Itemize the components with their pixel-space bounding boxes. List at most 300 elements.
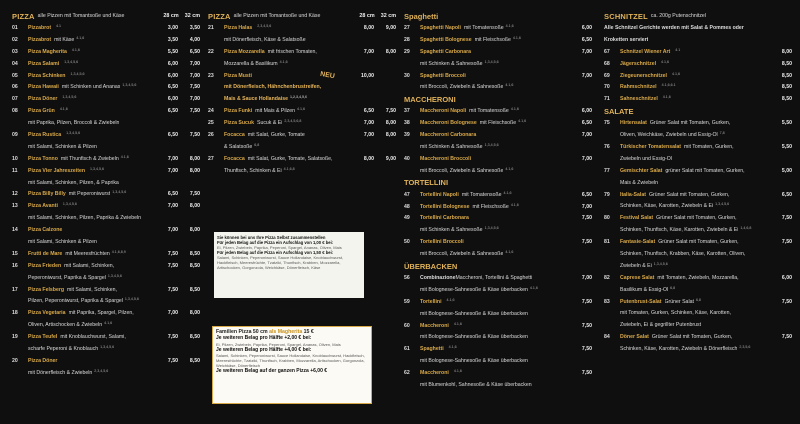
- menu-row: [12, 188, 200, 200]
- item-description: mit Broccoli, Zwiebeln & Sahnesoße: [420, 167, 504, 174]
- item-number: 39: [404, 132, 410, 139]
- family-pizza-list2: Salami, Schinken, Peperoniwurst, Sauce Hollandaise, Knoblauchwurst, Hackfleisch, Meeresfrüchte, Tzatziki, Thunfisch, Krabben, Mozzarella, Artischocken, Gorgonzola, Weichkäse, Dönerfleisch: [216, 353, 365, 368]
- price: 7,50: [581, 298, 592, 305]
- menu-row: [604, 343, 792, 355]
- item-name: Pizza Halas: [224, 24, 253, 31]
- item-description: Sucuk & Ei: [256, 120, 283, 127]
- menu-row: [404, 129, 592, 141]
- item-description: mit Schinken & Sahnesoße: [420, 143, 483, 150]
- price-32: 8,50: [189, 334, 200, 341]
- menu-row: [604, 70, 792, 82]
- item-description: mit Bolognese-Sahnesoße & Käse überbacken: [420, 358, 528, 365]
- menu-row: [12, 272, 200, 284]
- schnitzel-salate-column: [604, 10, 792, 355]
- menu-row: [208, 165, 396, 177]
- allergen-note: 2,3,5,6: [739, 345, 751, 350]
- price: 5,50: [781, 143, 792, 150]
- menu-row: [404, 248, 592, 260]
- item-number: 81: [604, 239, 610, 246]
- item-number: 70: [604, 84, 610, 91]
- menu-row: [12, 117, 200, 129]
- item-number: 69: [604, 72, 610, 79]
- item-number: 38: [404, 120, 410, 127]
- price-32: 7,00: [189, 72, 200, 79]
- allergen-note: 4.1,6: [503, 190, 512, 195]
- menu-row: [404, 153, 592, 165]
- allergen-note: 4.1,6: [76, 35, 85, 40]
- price: 7,50: [581, 370, 592, 377]
- price-32: 8,00: [189, 203, 200, 210]
- item-description: mit Knoblauchwurst, Salami,: [60, 334, 126, 341]
- menu-row: [604, 296, 792, 308]
- price-28: 7,50: [167, 286, 178, 293]
- item-name: Pizza Teufel: [28, 334, 58, 341]
- custom-pizza-list2: Salami, Schinken, Peperoniwurst, Sauce Hollandaise, Knoblauchwurst, Hackfleisch, Meeresfrüchte, Tzatziki, Thunfisch, Krabben, Mozzarella, Artischocken, Gorgonzola, Weichkäse, Dönerfleisch, Käse: [217, 255, 344, 270]
- menu-row: [404, 308, 592, 320]
- price-28: 6,50: [167, 108, 178, 115]
- item-number: 18: [12, 310, 18, 317]
- item-name: Tortellini: [420, 298, 442, 305]
- section-list: [404, 189, 592, 260]
- price-28: 6,00: [167, 72, 178, 79]
- item-number: 29: [404, 48, 410, 55]
- item-name: Pizzabrot: [28, 24, 52, 31]
- price: 6,00: [581, 24, 592, 31]
- price: 8,50: [781, 96, 792, 103]
- pizza-list-2: [208, 22, 396, 177]
- size-28-label-2: 28 cm: [359, 13, 375, 19]
- item-number: 68: [604, 60, 610, 67]
- item-number: 10: [12, 155, 18, 162]
- price-32: 8,50: [189, 286, 200, 293]
- item-description: mit Fleischsoße: [474, 36, 511, 43]
- item-description: Grüner Salat: [664, 298, 694, 305]
- allergen-note: 6,8: [670, 285, 676, 290]
- allergen-note: 1,3,4,5,6: [70, 71, 85, 76]
- allergen-note: 2,3,4,5,6: [94, 368, 109, 373]
- price-28: 7,00: [363, 120, 374, 127]
- item-name: Pizza Rustica: [28, 131, 62, 138]
- pasta-column: [404, 10, 592, 391]
- item-name: Pizzabrot: [28, 36, 52, 43]
- price-28: 8,00: [363, 155, 374, 162]
- item-name: Festival Salat: [620, 215, 654, 222]
- section-title: Spaghetti: [404, 11, 439, 21]
- menu-row: [208, 81, 396, 93]
- item-number: 22: [208, 48, 214, 55]
- item-name: Pizza Vegetaria: [28, 310, 66, 317]
- item-name: Rahmschnitzel: [620, 84, 657, 91]
- item-description: mit Fleischsoße: [472, 203, 509, 210]
- allergen-note: 1,3,4,5,6: [112, 190, 127, 195]
- item-name: Jägerschnitzel: [620, 60, 657, 67]
- schnitzel-title: SCHNITZEL: [604, 11, 648, 21]
- menu-row: [604, 189, 792, 201]
- menu-row: [208, 153, 396, 165]
- item-description: mit Fleischsoße: [479, 120, 517, 127]
- allergen-note: 4.1,6,8,9: [111, 249, 126, 254]
- custom-pizza-list1: Ei, Pilzen, Zwiebeln, Paprika, Peperoni, Spargel, Ananas, Oliven, Mais: [217, 245, 342, 250]
- item-description: Basilikum & Essig-Öl: [620, 286, 669, 293]
- menu-row: [12, 200, 200, 212]
- menu-row: [404, 320, 592, 332]
- menu-row: [12, 355, 200, 367]
- item-description: mit Käse: [54, 36, 75, 43]
- price-28: 7,00: [167, 227, 178, 234]
- item-name: Pizza Mozzarella: [224, 48, 265, 55]
- price: 7,50: [781, 239, 792, 246]
- price-28: 6,50: [167, 84, 178, 91]
- price: 5,50: [781, 120, 792, 127]
- item-number: 40: [404, 155, 410, 162]
- price-28: 7,50: [167, 262, 178, 269]
- item-description: & Salatsoße: [224, 143, 253, 150]
- price: 7,50: [581, 239, 592, 246]
- allergen-note: 1,3,4,5,6: [90, 166, 104, 171]
- menu-row: [404, 22, 592, 34]
- item-description: Grüner Salat mit Tomaten, Gurken,: [649, 120, 731, 127]
- allergen-note: 1,3,4,5,6: [107, 273, 122, 278]
- menu-row: [208, 93, 396, 105]
- menu-row: [12, 141, 200, 153]
- menu-row: [404, 165, 592, 177]
- allergen-note: 4.1,6: [510, 107, 519, 112]
- pizza-subtitle: alle Pizzen mit Tomantsoße und Käse: [37, 13, 125, 19]
- allergen-note: 4.1,6: [505, 166, 514, 171]
- item-description: Pilzen, Peperoniwurst, Paprika & Spargel: [28, 298, 123, 305]
- item-number: 83: [604, 298, 610, 305]
- menu-row: [404, 212, 592, 224]
- item-description: mit Bolognese-Sahnesoße & Käse überbacken: [420, 310, 528, 317]
- allergen-note: 4.1,6,6.1: [661, 83, 676, 88]
- price-32: 8,50: [189, 262, 200, 269]
- price: 7,00: [581, 203, 592, 210]
- price-32: 8,00: [189, 155, 200, 162]
- item-number: 20: [12, 357, 18, 364]
- price: 7,00: [581, 48, 592, 55]
- menu-row: [404, 296, 592, 308]
- menu-row: [604, 177, 792, 189]
- allergen-note: 4.1,6: [297, 107, 306, 112]
- item-number: 37: [404, 108, 410, 115]
- menu-row: [12, 319, 200, 331]
- item-number: 27: [208, 155, 214, 162]
- item-name: Putenbrust-Salat: [620, 298, 662, 305]
- item-description: mit Salami, Schinken, Pilzen, Paprika & Zwiebeln: [28, 215, 142, 222]
- item-description: Grüner Salat mit Tomaten, Gurken,: [651, 334, 733, 341]
- allergen-note: 4.1,6: [59, 107, 68, 112]
- item-name: Maccheroni: [420, 370, 449, 377]
- allergen-note: 1,3,4,5,6: [484, 59, 499, 64]
- item-description: mit Tomaten, Gurken,: [684, 143, 734, 150]
- price: 8,00: [781, 48, 792, 55]
- allergen-note: 1,3,4,5,6: [66, 131, 81, 136]
- menu-row: [12, 70, 200, 82]
- family-pizza-type: als Magherita: [269, 329, 303, 335]
- item-name: Spaghetti Napoli: [420, 24, 461, 31]
- menu-row: [404, 367, 592, 379]
- price: 7,50: [581, 215, 592, 222]
- item-number: 80: [604, 215, 610, 222]
- item-number: 26: [208, 131, 214, 138]
- allergen-note: 6,8: [254, 142, 260, 147]
- allergen-note: 4.1,6: [529, 285, 538, 290]
- item-name: Maccheroni Carbonara: [420, 132, 477, 139]
- price: 6,50: [581, 36, 592, 43]
- menu-row: [12, 343, 200, 355]
- item-description: Maccheroni, Tortellini & Spaghetti: [455, 274, 533, 281]
- item-name: Pizza Funki: [224, 108, 253, 115]
- menu-row: [404, 81, 592, 93]
- price-32: 8,00: [189, 310, 200, 317]
- item-number: 50: [404, 239, 410, 246]
- price-28: 7,00: [363, 48, 374, 55]
- item-number: 16: [12, 262, 18, 269]
- item-number: 56: [404, 274, 410, 281]
- price-32: 9,00: [385, 155, 396, 162]
- schnitzel-subtitle: ca. 200g Putenschnitzel: [650, 13, 706, 19]
- item-description: mit Blumenkohl, Sahnesoße & Käse überbacken: [420, 381, 532, 388]
- menu-row: [404, 236, 592, 248]
- item-name: Pizza Frieden: [28, 262, 62, 269]
- size-32-label: 32 cm: [184, 13, 200, 19]
- item-number: 84: [604, 334, 610, 341]
- price-28: 7,00: [167, 310, 178, 317]
- pizza-header: [12, 10, 200, 22]
- menu-row: [12, 307, 200, 319]
- menu-row: [12, 93, 200, 105]
- menu-row: [208, 70, 396, 82]
- item-description: Thunfisch, Schinken & Ei: [224, 167, 282, 174]
- item-number: 76: [604, 143, 610, 150]
- menu-row: [604, 58, 792, 70]
- allergen-note: 1,3,4,5,6: [122, 83, 137, 88]
- price: 7,50: [581, 346, 592, 353]
- item-description: mit Dönerfleisch, Käse & Salatsoße: [224, 36, 306, 43]
- allergen-note: 2,3,4,5,6,8: [284, 119, 302, 124]
- item-number: 27: [404, 24, 410, 31]
- item-number: 06: [12, 84, 18, 91]
- menu-row: [604, 224, 792, 236]
- item-description: Grüner Salat mit Tomaten, Gurken,: [648, 191, 730, 198]
- menu-row: [404, 117, 592, 129]
- menu-row: [404, 70, 592, 82]
- menu-row: [604, 165, 792, 177]
- item-name: Spaghetti Carbonara: [420, 48, 472, 55]
- item-name: Pizza Grün: [28, 108, 55, 115]
- family-pizza-line1: Je weiteren Belag pro Hälfte +2,00 € bei:: [216, 335, 312, 341]
- item-description: mit Salami, Schinken & Pilzen: [28, 143, 97, 150]
- item-number: 11: [12, 167, 18, 174]
- menu-row: [604, 307, 792, 319]
- item-description: Schinken, Käse, Karotten, Zwiebeln & Ei: [620, 203, 714, 210]
- menu-row: [404, 355, 592, 367]
- allergen-note: 4.1,6: [120, 154, 129, 159]
- salate-title: SALATE: [604, 106, 634, 116]
- item-description: Zwiebeln und Essig-Öl: [620, 155, 672, 162]
- allergen-note: 1,4,6,8: [740, 226, 752, 231]
- custom-pizza-line3: Für jeden Belag auf die Pizza ein Aufschlag von 1,50 € bei:: [217, 250, 334, 255]
- allergen-note: 4.1,6: [505, 83, 514, 88]
- item-name: Spaghetti Broccoli: [420, 72, 466, 79]
- price: 6,00: [781, 274, 792, 281]
- allergen-note: 1,3,4,5,6: [715, 202, 730, 207]
- item-sub: Combinazione: [420, 274, 456, 281]
- item-description: mit Bolognese-Sahnesoße & Käse überbacken: [420, 334, 528, 341]
- menu-row: [604, 81, 792, 93]
- item-number: 04: [12, 60, 18, 67]
- price: 6,50: [581, 120, 592, 127]
- item-number: 24: [208, 108, 214, 115]
- item-description: Zwiebeln, Ei & gegrillter Putenbrust: [620, 322, 702, 329]
- item-number: 09: [12, 131, 18, 138]
- price-32: 7,00: [189, 96, 200, 103]
- pizza-title-2: PIZZA: [208, 11, 231, 21]
- item-name: Pizza Avanti: [28, 203, 58, 210]
- menu-row: [12, 165, 200, 177]
- pizza-column-2: [208, 10, 396, 177]
- allergen-note: 1,3,4,5,6: [62, 95, 77, 100]
- price-32: 7,50: [189, 84, 200, 91]
- item-number: 12: [12, 191, 18, 198]
- item-name: Hirtensalat: [620, 120, 647, 127]
- price-32: 3,50: [189, 24, 200, 31]
- allergen-note: 4.1,6: [104, 321, 113, 326]
- menu-row: [404, 379, 592, 391]
- item-name: Ziegeunerschnitzel: [620, 72, 667, 79]
- item-name: Maccheroni: [420, 322, 449, 329]
- menu-row: [12, 105, 200, 117]
- schnitzel-intro-2: Kroketten serviert: [604, 36, 649, 43]
- price-32: 7,50: [385, 108, 396, 115]
- item-number: 77: [604, 167, 610, 174]
- allergen-note: 1,3,4,5,6: [124, 297, 139, 302]
- item-description: mit Paprika, Spargel, Pilzen,: [68, 310, 134, 317]
- item-name: Spaghetti: [420, 346, 444, 353]
- item-name: Pizza Döner: [28, 96, 58, 103]
- price-32: 8,50: [189, 357, 200, 364]
- allergen-note: 4.1,6,8: [283, 166, 295, 171]
- price-32: 7,50: [189, 191, 200, 198]
- allergen-note: 4.1,6: [446, 297, 455, 302]
- item-number: 67: [604, 48, 610, 55]
- allergen-note: 7,8: [719, 131, 725, 136]
- allergen-note: 4.1,6: [279, 59, 288, 64]
- menu-row: [404, 284, 592, 296]
- item-description: Schinken, Käse, Karotten, Zwiebeln & Dönerfleisch: [620, 346, 738, 353]
- menu-row: [12, 367, 200, 379]
- menu-row: [404, 105, 592, 117]
- menu-row: [404, 46, 592, 58]
- price: 5,00: [781, 167, 792, 174]
- family-pizza-line2: Je weiteren Belag pro Hälfte +4,00 € bei:: [216, 346, 312, 353]
- item-name: Pizza Billy Billy: [28, 191, 66, 198]
- allergen-note: 1,3,4,5,6: [484, 226, 499, 231]
- menu-row: [12, 331, 200, 343]
- allergen-note: 4.1: [675, 47, 681, 52]
- item-name: Focacca: [224, 131, 245, 138]
- menu-row: [404, 189, 592, 201]
- menu-row: [604, 212, 792, 224]
- item-description: mit Peperoniwurst: [68, 191, 111, 198]
- item-name: Caprese Salat: [620, 274, 655, 281]
- allergen-note: 4.1,6: [661, 59, 670, 64]
- item-description: mit Tomaten, Gurken, Schinken, Käse, Karotten,: [620, 310, 731, 317]
- menu-row: [604, 129, 792, 141]
- salate-list: [604, 117, 792, 355]
- menu-row: [604, 46, 792, 58]
- allergen-note: 4.1,6: [505, 250, 514, 255]
- item-name: Pizza Schinken: [28, 72, 66, 79]
- allergen-note: 1,3,4,5,6: [62, 202, 77, 207]
- item-description: mit Broccoli, Zwiebeln & Sahnesoße: [420, 251, 504, 258]
- price-28: 5,50: [167, 48, 178, 55]
- item-description: mit Salami, Schinken,: [67, 286, 117, 293]
- allergen-note: 1,3,4,5,6: [484, 143, 499, 148]
- price: 8,50: [781, 84, 792, 91]
- pizza-column-1: [12, 10, 200, 379]
- item-number: 48: [404, 203, 410, 210]
- allergen-note: 4.1,6: [518, 119, 527, 124]
- pizza-subtitle-2: alle Pizzen mit Tomantsoße und Käse: [233, 13, 321, 19]
- price-28: 3,50: [167, 36, 178, 43]
- custom-pizza-info-box: [214, 232, 364, 298]
- item-description: mit Paprika, Pilzen, Broccoli & Zwiebeln: [28, 120, 120, 127]
- allergen-note: 4.1,6: [662, 95, 671, 100]
- item-description: grüner Salat mit Tomaten, Gurken,: [665, 167, 745, 174]
- menu-row: [604, 248, 792, 260]
- price-28: 8,00: [363, 24, 374, 31]
- allergen-note: 4.1,6: [512, 35, 521, 40]
- family-pizza-line3: Je weiteren Belag auf der ganzen Pizza +6,00 €: [216, 368, 328, 374]
- allergen-note: 1,3,4,5,6: [100, 345, 115, 350]
- price-32: 9,00: [385, 24, 396, 31]
- price-32: 7,50: [189, 131, 200, 138]
- item-name: Schnitzel Wiener Art: [620, 48, 671, 55]
- item-number: 05: [12, 72, 18, 79]
- item-description: Schinken, Thunfisch, Käse, Karotten, Zwiebeln & Ei: [620, 227, 739, 234]
- item-name: Maccheroni Broccoli: [420, 155, 472, 162]
- allergen-note: 4.1,6: [672, 71, 680, 76]
- menu-row: [12, 34, 200, 46]
- price: 6,50: [581, 191, 592, 198]
- item-description: scharfe Peperoni & Knoblauch: [28, 345, 99, 352]
- family-pizza-price: 15 €: [303, 329, 314, 335]
- menu-row: [604, 272, 792, 284]
- menu-row: [404, 343, 592, 355]
- price: 7,50: [581, 322, 592, 329]
- price: 7,00: [581, 155, 592, 162]
- section-list: [404, 22, 592, 93]
- menu-row: [208, 46, 396, 58]
- item-number: 82: [604, 274, 610, 281]
- allergen-note: 6,8: [695, 297, 701, 302]
- size-32-label-2: 32 cm: [380, 13, 396, 19]
- price: 8,50: [781, 72, 792, 79]
- menu-row: [208, 141, 396, 153]
- price-28: 6,00: [167, 96, 178, 103]
- item-name: Pizza Felsberg: [28, 286, 65, 293]
- family-pizza-size: Familien Pizza 50 cm: [216, 329, 268, 335]
- menu-row: [208, 105, 396, 117]
- item-description: mit Mais & Pilzen: [255, 108, 296, 115]
- menu-row: [604, 117, 792, 129]
- section-list: [404, 105, 592, 176]
- menu-row: [12, 224, 200, 236]
- price-28: 6,00: [167, 60, 178, 67]
- item-name: Pizza Calzone: [28, 227, 63, 234]
- price-28: 6,50: [167, 131, 178, 138]
